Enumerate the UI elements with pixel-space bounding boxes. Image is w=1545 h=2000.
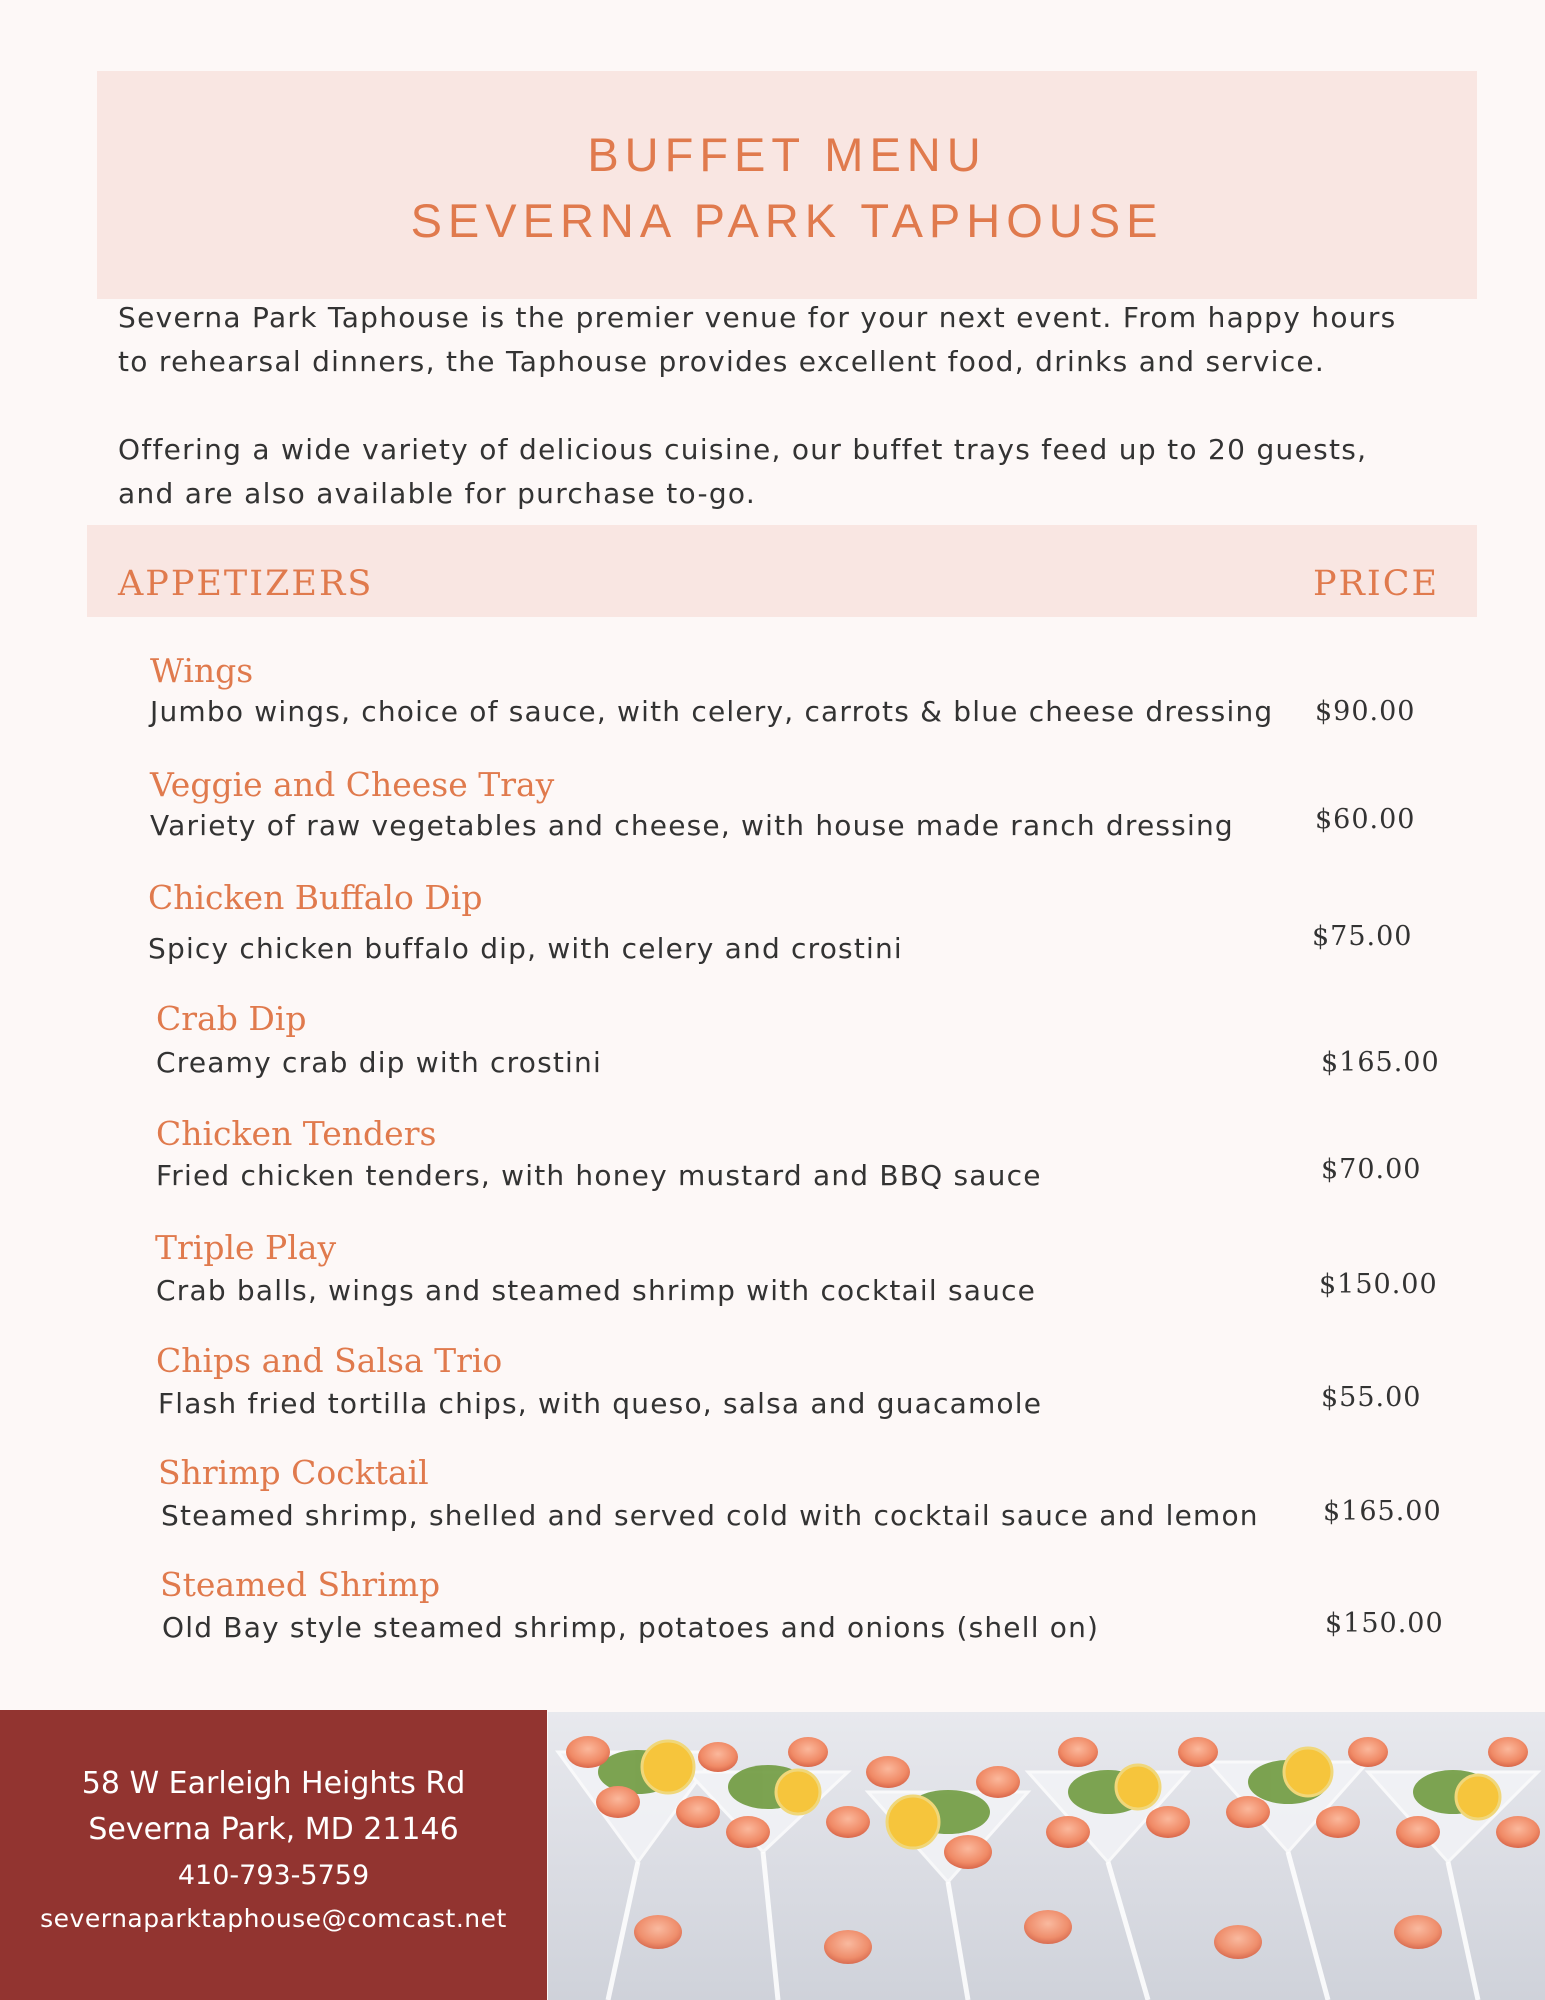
item-name: Triple Play <box>155 1228 337 1267</box>
item-price: $165.00 <box>1321 1047 1440 1078</box>
phone-number: 410-793-5759 <box>177 1860 370 1891</box>
item-price: $55.00 <box>1321 1382 1422 1413</box>
item-description: Steamed shrimp, shelled and served cold with cocktail sauce and lemon <box>161 1499 1259 1532</box>
contact-footer <box>0 1710 547 2000</box>
address-line-2: Severna Park, MD 21146 <box>88 1812 459 1847</box>
email-address: severnaparktaphouse@comcast.net <box>40 1904 507 1933</box>
item-name: Wings <box>150 651 254 690</box>
intro-paragraph-1 <box>118 296 1448 384</box>
menu-title: BUFFET MENU <box>587 128 987 181</box>
item-name: Steamed Shrimp <box>160 1565 441 1604</box>
item-description: Spicy chicken buffalo dip, with celery and crostini <box>148 932 903 965</box>
item-price: $75.00 <box>1312 921 1413 952</box>
item-price: $150.00 <box>1325 1608 1444 1639</box>
item-description: Flash fried tortilla chips, with queso, salsa and guacamole <box>158 1387 1043 1420</box>
item-price: $150.00 <box>1319 1269 1438 1300</box>
intro-paragraph-2 <box>118 428 1448 516</box>
intro-p1-line1: Severna Park Taphouse is the premier venue for your next event. From happy hours <box>118 301 1397 334</box>
address-line-1: 58 W Earleigh Heights Rd <box>81 1766 466 1801</box>
item-price: $60.00 <box>1315 804 1416 835</box>
item-description: Variety of raw vegetables and cheese, with house made ranch dressing <box>150 809 1234 842</box>
item-description: Old Bay style steamed shrimp, potatoes and onions (shell on) <box>162 1611 1100 1644</box>
item-name: Crab Dip <box>156 999 307 1038</box>
price-heading: PRICE <box>1313 564 1440 604</box>
item-name: Chips and Salsa Trio <box>156 1341 503 1380</box>
shrimp-cocktail-illustration <box>548 1712 1545 2000</box>
appetizers-heading: APPETIZERS <box>118 564 374 604</box>
item-description: Creamy crab dip with crostini <box>156 1046 602 1079</box>
item-price: $165.00 <box>1323 1496 1442 1527</box>
restaurant-name: SEVERNA PARK TAPHOUSE <box>410 194 1164 247</box>
intro-p2-line1: Offering a wide variety of delicious cuisine, our buffet trays feed up to 20 guests, <box>118 433 1368 466</box>
shrimp-cocktail-photo <box>548 1712 1545 2000</box>
item-description: Crab balls, wings and steamed shrimp with cocktail sauce <box>156 1274 1037 1307</box>
item-name: Shrimp Cocktail <box>158 1453 429 1492</box>
item-name: Chicken Tenders <box>156 1114 437 1153</box>
intro-p2-line2: and are also available for purchase to-go. <box>118 477 757 510</box>
intro-p1-line2: to rehearsal dinners, the Taphouse provides excellent food, drinks and service. <box>118 345 1326 378</box>
item-description: Fried chicken tenders, with honey mustard and BBQ sauce <box>156 1159 1042 1192</box>
item-description: Jumbo wings, choice of sauce, with celery, carrots & blue cheese dressing <box>150 695 1274 728</box>
title-banner <box>97 71 1477 299</box>
item-name: Veggie and Cheese Tray <box>150 765 555 804</box>
item-price: $70.00 <box>1321 1154 1422 1185</box>
item-price: $90.00 <box>1315 696 1416 727</box>
item-name: Chicken Buffalo Dip <box>148 878 483 917</box>
